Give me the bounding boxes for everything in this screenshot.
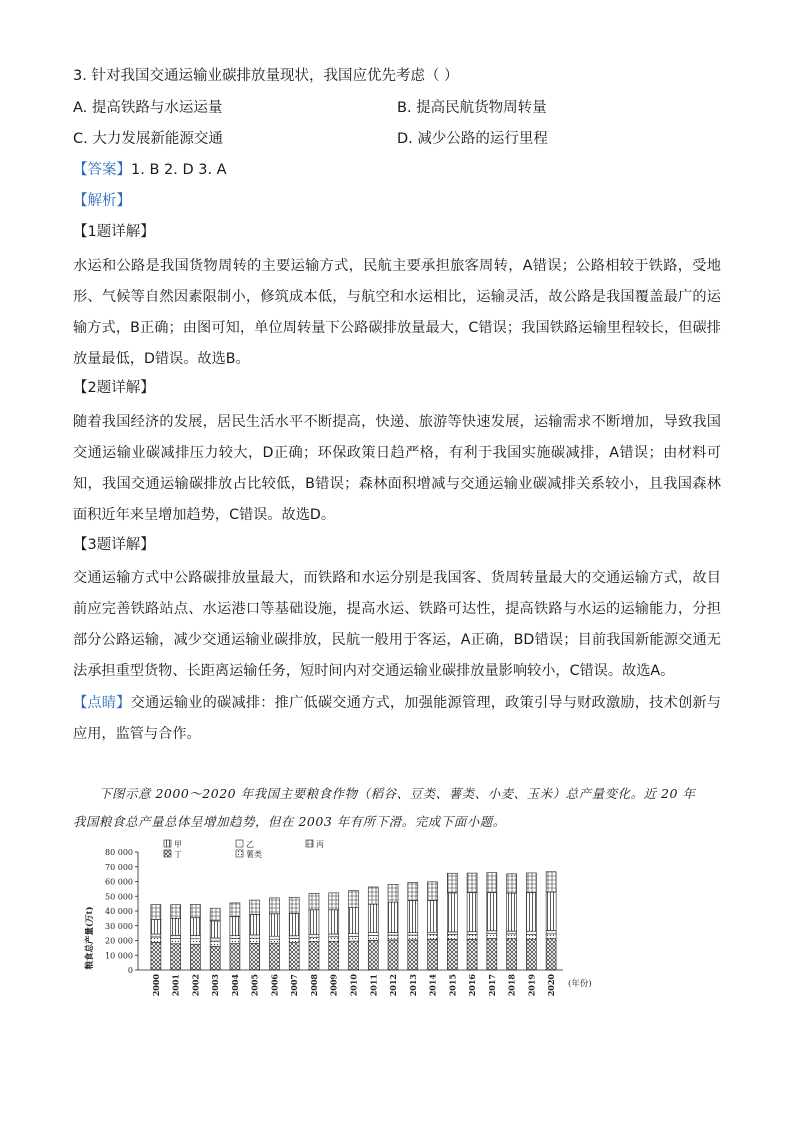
bar-segment xyxy=(190,918,200,936)
bar-segment xyxy=(526,873,536,893)
bar-segment xyxy=(349,934,359,937)
bar-segment xyxy=(329,934,339,937)
chart-intro xyxy=(73,780,721,836)
x-tick-label: 2007 xyxy=(289,974,300,997)
legend-label: 甲 xyxy=(174,840,182,849)
legend-label: 乙 xyxy=(246,840,254,849)
x-tick-label: 2012 xyxy=(388,974,399,997)
bar-segment xyxy=(388,902,398,932)
bar-segment xyxy=(487,873,497,893)
bar-segment xyxy=(349,937,359,942)
x-tick-label: 2006 xyxy=(269,974,280,997)
y-tick-label: 80 000 xyxy=(105,848,133,857)
bar-segment xyxy=(309,910,319,934)
bar-segment xyxy=(151,905,161,920)
bar-segment xyxy=(289,938,299,942)
bar-segment xyxy=(329,893,339,910)
detail-3-text: 交通运输方式中公路碳排放量最大，而铁路和水运分别是我国客、货周转量最大的交通运输方式，故目前应完善铁路站点、水运港口等基础设施，提高水运、铁路可达性，提高铁路与水运的运输能力，分担部分公路运输，减少交通运输业碳排放，民航一般用于客运，A正确，BD错误；目前我国新能源交通无法承担重型货物、长距离运输任务，短时间内对交通运输业碳排放量影响较小，C错误。故选A。 xyxy=(73,570,721,679)
y-tick-label: 0 xyxy=(127,966,133,975)
y-tick-label: 30 000 xyxy=(105,921,133,931)
bar-segment xyxy=(467,934,477,939)
answer-label: 【答案】 xyxy=(73,162,131,178)
bar-segment xyxy=(428,939,438,970)
bar-segment xyxy=(408,901,418,933)
y-tick-label: 50 000 xyxy=(105,892,133,902)
bar-segment xyxy=(428,935,438,940)
x-tick-label: 2020 xyxy=(546,974,557,997)
bar-segment xyxy=(388,933,398,936)
bar-segment xyxy=(408,940,418,970)
bar-segment xyxy=(171,919,181,936)
legend xyxy=(164,840,324,859)
legend-swatch xyxy=(236,850,243,857)
detail-1-label: 【1题详解】 xyxy=(73,224,155,240)
legend-swatch xyxy=(236,840,243,847)
bar-segment xyxy=(388,884,398,902)
x-tick-label: 2014 xyxy=(427,974,438,997)
bar-segment xyxy=(507,874,517,893)
bar-segment xyxy=(250,938,260,943)
bar-segment xyxy=(250,914,260,935)
bar-segment xyxy=(329,941,339,970)
bar-segment xyxy=(349,941,359,970)
bars xyxy=(151,872,556,970)
bar-segment xyxy=(171,938,181,943)
bar-segment xyxy=(368,904,378,932)
legend-swatch xyxy=(164,840,171,847)
bar-segment xyxy=(388,940,398,970)
bar-segment xyxy=(289,913,299,935)
bar-segment xyxy=(309,893,319,910)
bar-segment xyxy=(230,944,240,970)
y-tick-label: 40 000 xyxy=(105,907,133,916)
bar-segment xyxy=(447,939,457,970)
point-label: 【点睛】 xyxy=(73,695,131,711)
bar-segment xyxy=(507,931,517,934)
bar-segment xyxy=(546,934,556,939)
bar-segment xyxy=(309,934,319,937)
bar-segment xyxy=(269,939,279,943)
bar-segment xyxy=(250,935,260,938)
answer-row xyxy=(73,160,227,180)
bar-segment xyxy=(151,937,161,942)
detail-2-text: 随着我国经济的发展，居民生活水平不断提高，快递、旅游等快速发展，运输需求不断增加，导致我国交通运输业碳减排压力较大，D正确；环保政策日趋严格，有利于我国实施碳减排，A错误；由材料可知，我国交通运输碳排放占比较低，B错误；森林面积增减与交通运输业碳减排关系较小，且我国森林面积近年来呈增加趋势，C错误。故选D。 xyxy=(73,414,721,523)
bar-segment xyxy=(408,883,418,901)
bar-segment xyxy=(428,882,438,901)
x-tick-label: 2000 xyxy=(150,974,161,997)
bar-segment xyxy=(151,942,161,970)
bar-segment xyxy=(151,919,161,934)
x-tick-label: 2016 xyxy=(467,974,478,997)
y-axis-label: 粮食总产量(万t) xyxy=(85,906,95,970)
point-text: 交通运输业的碳减排：推广低碳交通方式，加强能源管理，政策引导与财政激励，技术创新与应用，监管与合作。 xyxy=(73,695,721,742)
x-axis xyxy=(138,970,563,996)
legend-label: 薯类 xyxy=(246,850,262,859)
x-tick-label: 2015 xyxy=(447,974,458,997)
x-tick-label: 2008 xyxy=(308,974,319,997)
x-axis-label: (年份) xyxy=(568,979,592,989)
analysis-label: 【解析】 xyxy=(73,193,131,209)
bar-segment xyxy=(546,939,556,970)
bar-segment xyxy=(487,893,497,931)
x-tick-label: 2018 xyxy=(506,974,517,997)
bar-segment xyxy=(349,891,359,908)
legend-label: 丁 xyxy=(174,850,182,859)
bar-segment xyxy=(309,942,319,970)
bar-segment xyxy=(230,903,240,917)
bar-segment xyxy=(408,935,418,940)
detail-3-label: 【3题详解】 xyxy=(73,537,155,553)
bar-segment xyxy=(151,934,161,937)
bar-segment xyxy=(171,905,181,919)
bar-segment xyxy=(368,933,378,936)
option-d: D. 减少公路的运行里程 xyxy=(397,131,548,147)
detail-2-label: 【2题详解】 xyxy=(73,380,155,396)
bar-segment xyxy=(289,943,299,970)
x-tick-label: 2009 xyxy=(328,974,339,997)
bar-segment xyxy=(428,932,438,934)
bar-segment xyxy=(526,939,536,970)
chart-intro-line-1: 下图示意 2000～2020 年我国主要粮食作物（稻谷、豆类、薯类、小麦、玉米）总产量变化。近 20 年 xyxy=(99,786,696,801)
bar-segment xyxy=(368,935,378,940)
question-3-stem: 3. 针对我国交通运输业碳排放量现状，我国应优先考虑（ ） xyxy=(73,68,459,84)
bar-segment xyxy=(487,931,497,934)
bar-segment xyxy=(289,897,299,913)
bar-segment xyxy=(467,939,477,970)
bar-segment xyxy=(171,935,181,938)
x-tick-label: 2002 xyxy=(190,974,201,997)
bar-segment xyxy=(526,893,536,931)
bar-segment xyxy=(289,936,299,939)
bar-segment xyxy=(467,932,477,935)
answer-text: 1. B 2. D 3. A xyxy=(131,162,227,178)
legend-label: 丙 xyxy=(316,840,324,849)
bar-segment xyxy=(210,908,220,921)
bar-segment xyxy=(526,931,536,934)
bar-segment xyxy=(507,934,517,939)
bar-segment xyxy=(507,939,517,970)
legend-swatch xyxy=(164,850,171,857)
bar-segment xyxy=(408,933,418,935)
bar-segment xyxy=(210,938,220,941)
bar-segment xyxy=(546,892,556,930)
bar-segment xyxy=(230,938,240,943)
x-tick-label: 2001 xyxy=(170,974,181,997)
bar-segment xyxy=(428,900,438,932)
bar-segment xyxy=(329,910,339,934)
bar-segment xyxy=(250,900,260,914)
bar-segment xyxy=(526,934,536,939)
x-tick-label: 2005 xyxy=(249,974,260,997)
bar-segment xyxy=(309,937,319,941)
bar-segment xyxy=(487,939,497,970)
x-tick-label: 2013 xyxy=(407,974,418,997)
bar-segment xyxy=(507,893,517,931)
x-tick-label: 2017 xyxy=(486,974,497,997)
bar-segment xyxy=(230,916,240,935)
bar-segment xyxy=(329,937,339,941)
option-a: A. 提高铁路与水运运量 xyxy=(73,100,223,116)
bar-segment xyxy=(546,872,556,892)
y-tick-label: 70 000 xyxy=(105,862,133,872)
bar-segment xyxy=(368,940,378,970)
bar-segment xyxy=(190,935,200,938)
x-tick-label: 2011 xyxy=(368,974,379,997)
bar-segment xyxy=(467,893,477,932)
bar-segment xyxy=(250,943,260,970)
y-tick-label: 60 000 xyxy=(105,877,133,887)
x-tick-label: 2019 xyxy=(526,974,537,997)
bar-segment xyxy=(546,930,556,933)
bar-segment xyxy=(368,887,378,904)
bar-segment xyxy=(269,936,279,939)
bar-segment xyxy=(190,944,200,970)
bar-segment xyxy=(269,943,279,970)
bar-segment xyxy=(171,944,181,970)
bar-segment xyxy=(269,914,279,936)
detail-1-text: 水运和公路是我国货物周转的主要运输方式，民航主要承担旅客周转，A错误；公路相较于铁路，受地形、气候等自然因素限制小，修筑成本低，与航空和水运相比，运输灵活，故公路是我国覆盖最广的运输方式，B正确；由图可知，单位周转量下公路碳排放量最大，C错误；我国铁路运输里程较长，但碳排放量最低，D错误。故选B。 xyxy=(73,258,721,367)
x-tick-label: 2004 xyxy=(229,974,240,997)
bar-segment xyxy=(210,921,220,938)
bar-segment xyxy=(349,908,359,934)
bar-segment xyxy=(190,939,200,944)
y-tick-label: 20 000 xyxy=(105,936,133,946)
y-tick-label: 10 000 xyxy=(105,951,133,961)
bar-segment xyxy=(190,904,200,917)
x-tick-label: 2003 xyxy=(210,974,221,997)
point-paragraph xyxy=(73,688,721,750)
bar-segment xyxy=(388,935,398,940)
option-c: C. 大力发展新能源交通 xyxy=(73,131,223,147)
bar-segment xyxy=(269,898,279,914)
grain-production-chart xyxy=(78,838,618,1018)
bar-segment xyxy=(447,873,457,893)
bar-segment xyxy=(210,941,220,946)
bar-segment xyxy=(447,893,457,932)
legend-swatch xyxy=(306,840,313,847)
bar-segment xyxy=(447,932,457,935)
bar-segment xyxy=(487,934,497,939)
bar-segment xyxy=(230,936,240,939)
bar-segment xyxy=(467,873,477,893)
y-axis xyxy=(105,848,138,975)
bar-segment xyxy=(447,934,457,939)
bar-segment xyxy=(210,946,220,970)
chart-intro-line-2: 我国粮食总产量总体呈增加趋势，但在 2003 年有所下滑。完成下面小题。 xyxy=(73,814,506,829)
option-b: B. 提高民航货物周转量 xyxy=(397,100,547,116)
x-tick-label: 2010 xyxy=(348,974,359,997)
